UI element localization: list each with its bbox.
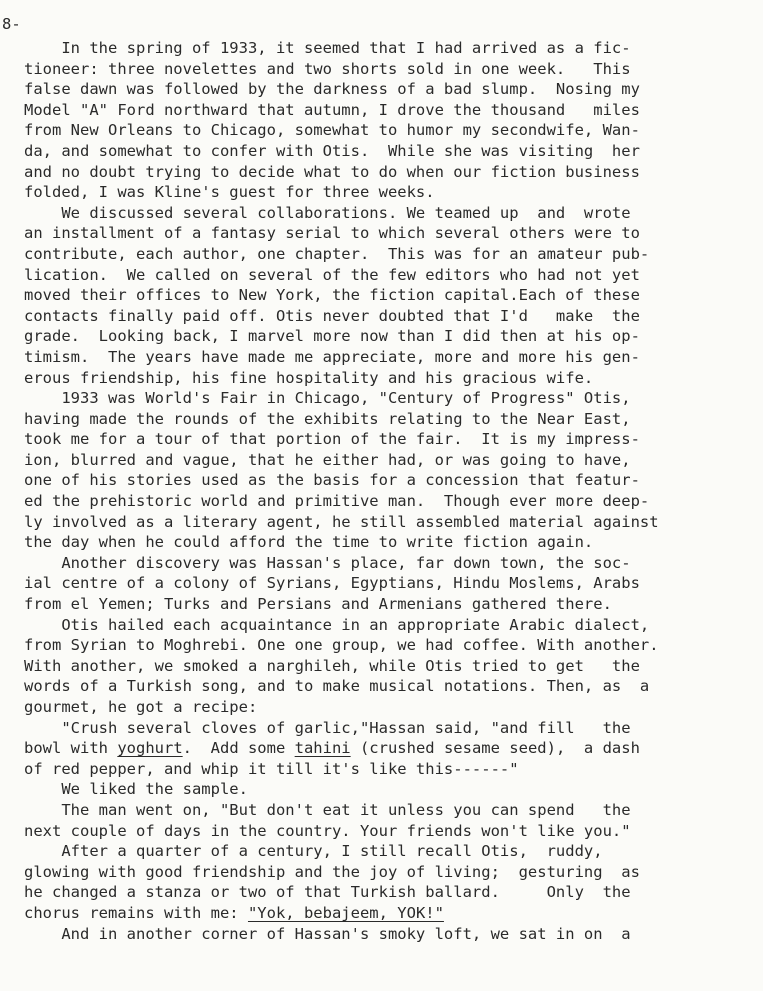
text-line xyxy=(24,532,759,553)
text-line xyxy=(24,800,759,821)
text-line xyxy=(24,615,759,636)
text-line xyxy=(24,141,759,162)
text-segment: After a quarter of a century, I still recall Otis, ruddy, xyxy=(24,842,603,861)
text-segment: ed the prehistoric world and primitive man. Though ever more deep- xyxy=(24,492,650,511)
text-segment: ion, blurred and vague, that he either had, or was going to have, xyxy=(24,450,631,469)
text-segment: moved their offices to New York, the fiction capital.Each of these xyxy=(24,286,640,305)
text-segment: bowl with xyxy=(24,739,118,758)
text-line xyxy=(24,779,759,800)
text-line xyxy=(24,203,759,224)
text-line xyxy=(24,265,759,286)
text-line xyxy=(24,388,759,409)
text-segment: one of his stories used as the basis for a concession that featur- xyxy=(24,471,640,490)
text-segment: of red pepper, and whip it till it's like this------" xyxy=(24,759,519,778)
text-segment: In the spring of 1933, it seemed that I had arrived as a fic- xyxy=(24,39,631,57)
text-line xyxy=(24,718,759,739)
text-line xyxy=(24,882,759,903)
text-segment: from Syrian to Moghrebi. One one group, we had coffee. With another. xyxy=(24,636,659,655)
text-line xyxy=(24,326,759,347)
text-line xyxy=(24,38,759,59)
text-segment: ly involved as a literary agent, he still assembled material against xyxy=(24,512,659,531)
text-line xyxy=(24,862,759,883)
text-line xyxy=(24,100,759,121)
underlined-text: yoghurt xyxy=(117,739,183,758)
text-line xyxy=(24,79,759,100)
underlined-text: "Yok, bebajeem, YOK!" xyxy=(247,903,444,922)
text-line xyxy=(24,182,759,203)
text-segment: timism. The years have made me appreciate, more and more his gen- xyxy=(24,347,640,366)
text-line xyxy=(24,594,759,615)
text-line xyxy=(24,553,759,574)
text-line xyxy=(24,656,759,677)
text-segment: glowing with good friendship and the joy of living; gesturing as xyxy=(24,862,640,881)
text-segment: We liked the sample. xyxy=(24,780,248,799)
text-line xyxy=(24,450,759,471)
text-segment: 1933 was World's Fair in Chicago, "Century of Progress" Otis, xyxy=(24,389,631,408)
text-segment: da, and somewhat to confer with Otis. While she was visiting her xyxy=(24,141,640,160)
text-segment: folded, I was Kline's guest for three weeks. xyxy=(24,183,435,202)
text-segment: words of a Turkish song, and to make musical notations. Then, as a xyxy=(24,677,650,696)
text-segment: having made the rounds of the exhibits relating to the Near East, xyxy=(24,409,631,428)
text-segment: lication. We called on several of the few editors who had not yet xyxy=(24,265,640,284)
text-segment: the day when he could afford the time to write fiction again. xyxy=(24,533,594,552)
text-segment: Otis hailed each acquaintance in an appropriate Arabic dialect, xyxy=(24,615,650,634)
text-line xyxy=(24,635,759,656)
text-line xyxy=(24,59,759,80)
text-line xyxy=(24,697,759,718)
text-segment: an installment of a fantasy serial to which several others were to xyxy=(24,224,640,243)
text-line xyxy=(24,162,759,183)
text-segment: took me for a tour of that portion of the fair. It is my impress- xyxy=(24,430,640,449)
text-line xyxy=(24,244,759,265)
text-segment: Model "A" Ford northward that autumn, I drove the thousand miles xyxy=(24,100,640,119)
text-line xyxy=(24,512,759,533)
text-line xyxy=(24,491,759,512)
text-segment: Another discovery was Hassan's place, far down town, the soc- xyxy=(24,553,631,572)
text-segment: contacts finally paid off. Otis never doubted that I'd make the xyxy=(24,306,640,325)
text-segment: gourmet, he got a recipe: xyxy=(24,698,258,716)
text-segment: With another, we smoked a narghileh, while Otis tried to get the xyxy=(24,656,640,675)
text-line xyxy=(24,429,759,450)
text-segment: chorus remains with me: xyxy=(24,903,248,922)
text-segment: ial centre of a colony of Syrians, Egyptians, Hindu Moslems, Arabs xyxy=(24,574,640,593)
text-segment: (crushed sesame seed), a dash xyxy=(350,739,640,758)
text-segment: "Crush several cloves of garlic,"Hassan said, "and fill the xyxy=(24,718,631,737)
text-line xyxy=(24,903,759,924)
text-segment: next couple of days in the country. Your friends won't like you." xyxy=(24,821,631,840)
text-line xyxy=(24,821,759,842)
text-line xyxy=(24,573,759,594)
text-segment: he changed a stanza or two of that Turkish ballard. Only the xyxy=(24,883,631,902)
text-line xyxy=(24,285,759,306)
page-number: 8- xyxy=(2,15,21,33)
text-segment: . Add some xyxy=(182,739,295,758)
text-line xyxy=(24,738,759,759)
text-segment: from el Yemen; Turks and Persians and Armenians gathered there. xyxy=(24,595,612,614)
text-segment: We discussed several collaborations. We teamed up and wrote xyxy=(24,203,631,222)
underlined-text: tahini xyxy=(294,739,351,758)
text-segment: and no doubt trying to decide what to do when our fiction business xyxy=(24,162,640,181)
text-line xyxy=(24,347,759,368)
text-segment: And in another corner of Hassan's smoky loft, we sat in on a xyxy=(24,924,631,943)
text-line xyxy=(24,841,759,862)
text-segment: grade. Looking back, I marvel more now than I did then at his op- xyxy=(24,327,640,346)
body-text xyxy=(24,38,759,944)
text-line xyxy=(24,409,759,430)
text-line xyxy=(24,759,759,780)
text-line xyxy=(24,676,759,697)
text-segment: tioneer: three novelettes and two shorts sold in one week. This xyxy=(24,59,631,78)
text-segment: contribute, each author, one chapter. This was for an amateur pub- xyxy=(24,244,650,263)
text-line xyxy=(24,306,759,327)
text-segment: from New Orleans to Chicago, somewhat to humor my secondwife, Wan- xyxy=(24,121,640,140)
text-line xyxy=(24,368,759,389)
text-segment: The man went on, "But don't eat it unless you can spend the xyxy=(24,800,631,819)
text-segment: erous friendship, his fine hospitality and his gracious wife. xyxy=(24,368,594,387)
text-line xyxy=(24,223,759,244)
text-line xyxy=(24,924,759,945)
text-segment: false dawn was followed by the darkness of a bad slump. Nosing my xyxy=(24,80,640,99)
text-line xyxy=(24,470,759,491)
text-line xyxy=(24,120,759,141)
